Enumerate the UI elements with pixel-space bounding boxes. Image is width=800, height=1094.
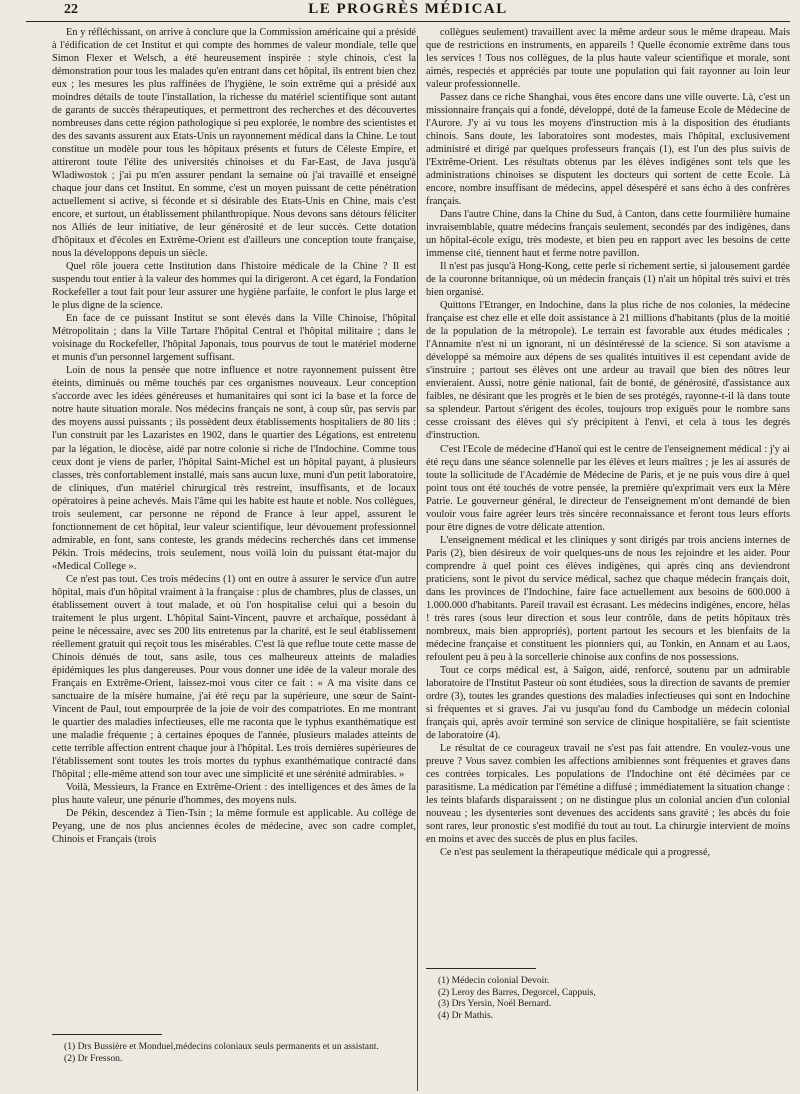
paragraph: En y réfléchissant, on arrive à conclure que la Commission américaine qui a présidé à l'édification de cet Institut et qui compte des hommes de valeur mondiale, telle que Simon Flexer et Welsch, a été heureusement inspirée : style chinois, c'est la démonstration pour tous les malades qu'en entrant dans cet hôpital, ils entrent bien chez eux ; les mesures les plus raffinées de l'hygiène, le soin extrême qui a présidé aux moindres détails de toute l'installation, la richesse du matériel scientifique sont autant de garants de succès thérapeutiques, et permettront des recherches et des découvertes nombreuses dans cette région pathologique si peu explorée, le nombre des scientistes et des des savants assurent aux Etats-Unis un rayonnement médical dans la Chine. Le tout constitue un modèle pour tous les hôpitaux présents et futurs de Céleste Empire, et attireront toute l'élite des universités chinoises et du Far-East, de Java jusqu'à Wladiwostok ; j'ai pu m'en assurer pendant la semaine où j'ai travaillé et enseigné chaque jour dans cet Institut. En somme, c'est un moyen puissant de cette pénétration actuellement si active, si féconde et si désirable des Etats-Unis en Chine, mais c'est encore, et surtout, un établissement philanthropique. Nous devons sans détours féliciter nos Alliés de leur initiative, de leur générosité et de leur succès. Cette dotation d'hôpitaux et d'écoles en Extrême-Orient est d'ailleurs une conception toute française, nous la développons depuis un siècle.: [52, 27, 416, 260]
paragraph: Tout ce corps médical est, à Saïgon, aidé, renforcé, soutenu par un admirable laboratoire de l'Institut Pasteur où sont étudiées, sous la direction de savants de premier ordre (3), toutes les grandes questions des maladies infectieuses qui sont en Indochine si fréquentes et si graves. J'ai vu jusqu'au fond du Cambodge un médecin colonial français qui, après avoir terminé son service de clinique hospitalière, se fait scientiste de laboratoire (4).: [426, 664, 790, 741]
footnote: (2) Dr Fresson.: [64, 1052, 123, 1064]
header-rule: [26, 21, 790, 22]
paragraph: Il n'est pas jusqu'à Hong-Kong, cette perle si richement sertie, si jalousement gardée de la couronne britannique, où un médecin français (1) n'ait un hôpital très suivi et très bien organisé.: [426, 261, 790, 299]
right-column: [426, 26, 790, 859]
footnote: (2) Leroy des Barres, Degorcel, Cappuis,: [438, 986, 596, 998]
paragraph: collègues seulement) travaillent avec la même ardeur sous le même drapeau. Mais que de restrictions en instruments, en appareils ! Quelle économie extrême dans tous les services ! Tous nos collègues, de la plus haute valeur scientifique et morale, sont aimés, respectés et appréciés par toute une population qui fait rayonner au loin leur valeur professionnelle.: [426, 27, 790, 91]
paragraph: L'enseignement médical et les cliniques y sont dirigés par trois anciens internes de Paris (2), bien désireux de voir quelques-uns de nous les rejoindre et les aider. Pour comprendre à quel point ces élèves indigènes, qui après cinq ans deviendront praticiens, sont le pivot du service médical, sachez que chaque médecin français doit, dans les provinces de l'Indochine, faire face actuellement aux besoins de 600.000 à 1.000.000 d'habitants. Pareil travail est écrasant. Les médecins indigènes, encore, hélas ! très rares (sous leur direction et sous leur contrôle, dans de petits hôpitaux très nombreux, mais bien appropriés), portent partout les secours et les bienfaits de la médecine française et constituent les pionniers qui, au Tonkin, en Annam et au Laos, refoulent peu à peu à la sorcellerie chinoise aux confins de nos possessions.: [426, 534, 790, 663]
footnote-rule: [426, 968, 536, 969]
running-title: LE PROGRÈS MÉDICAL: [308, 1, 508, 17]
left-column: [52, 26, 416, 846]
footnote: (1) Médecin colonial Devoir.: [438, 975, 550, 986]
footnotes-right: [426, 968, 788, 1021]
paragraph: Ce n'est pas seulement la thérapeutique médicale qui a progressé,: [440, 846, 711, 858]
paragraph: C'est l'Ecole de médecine d'Hanoï qui est le centre de l'enseignement médical : j'y ai été reçu dans une séance solennelle par les élèves et leurs maîtres ; je les ai assurés de toute la sollicitude de l'Académie de Médecine de Paris, et je ne puis vous dire à quel point tous ont été touchés de votre pensée, la première qu'exprimait vers eux la Mère Patrie. Le gouverneur général, le directeur de l'enseignement m'ont demandé de bien vouloir vous faire agréer leurs très sincère reconnaissance et feront tous leurs efforts pour être dignes de votre délicate attention.: [426, 443, 790, 533]
paragraph: Quel rôle jouera cette Institution dans l'histoire médicale de la Chine ? Il est suspendu tout entier à la valeur des hommes qui la dirigeront. A cet égard, la Fondation Rockefeller a tout fait pour leur assurer une hygiène parfaite, le confort le plus large et le plus digne de la science.: [52, 261, 416, 312]
paragraph: Loin de nous la pensée que notre influence et notre rayonnement puissent être éteints, diminués ou même touchés par ces organismes nouveaux. Leur conception s'accorde avec les idées généreuses et humanitaires qui sont ici la base et la force de notre haute situation morale. Nos médecins français ne sont, à coup sûr, pas servis par des moyens aussi puissants ; ils possèdent deux établissements hospitaliers de 80 lits : l'un construit par les Lazaristes en 1902, dans le quartier des Légations, est entretenu par la légation, le diocèse, aidé par notre colonie si riche de l'Indochine. Comme tous ceux dont je viens de parler, l'hôpital Saint-Michel est un hôpital payant, à plusieurs classes, très confortablement installé, mais sans aucun luxe, muni d'un petit laboratoire, de cliniques, d'un matériel chirurgical très restreint, insuffisants, et de locaux opératoires à peine achevés. Mais l'âme qui les habite est haute et noble. Nos collègues, trois seulement, car personne ne répond de France à leur appel, assurent le fonctionnement de cet hôpital, leur valeur scientifique, leur dévouement professionnel admirable, en font, sans conteste, les grands médecins recherchés dans cet immense Pékin. Trois médecins, trois seulement, nous voilà loin du puissant état-major du «Medical College ».: [52, 365, 416, 572]
footnote: (3) Drs Yersin, Noël Bernard.: [438, 998, 552, 1009]
paragraph: Quittons l'Etranger, en Indochine, dans la plus riche de nos colonies, la médecine française est chez elle et elle doit assistance à 21 millions d'habitants (plus de la moitié de la population de la métropole). Le terrain est favorable aux études médicales ; l'Annamite n'est ni un ignorant, ni un désintéressé de la science. Si son atavisme a développé sa mémoire aux dépens de ses qualités intuitives il est cependant avide de s'instruire ; partout ses élèves ont une ardeur au travail que bien des nôtres leur envieraient. Aussi, notre génie national, fait de bonté, de générosité, d'assistance aux faibles, ne désirant que les progrès et le bien de ses protégés, rayonne-t-il là dans toute sa splendeur. Partout s'érigent des écoles, toujours trop exiguës pour le nombre sans cesse croissant des élèves qui s'y précipitent à l'envi, et cela à tous les degrés d'instruction.: [426, 300, 790, 442]
article-body: [28, 26, 790, 1094]
paragraph: Dans l'autre Chine, dans la Chine du Sud, à Canton, dans cette fourmilière humaine invraisemblable, quatre médecins français seulement, secondés par des indigènes, dans un hôpital-école exigu, très modeste, et bien peu en rapport avec les besoins de cette immense cité, tiennent haut et ferme notre pavillon.: [426, 209, 790, 260]
footnote: (1) Drs Bussière et Monduel,médecins coloniaux seuls permanents et un assistant.: [64, 1041, 379, 1052]
paragraph: En face de ce puissant Institut se sont élevés dans la Ville Chinoise, l'hôpital Métropolitain ; dans la Ville Tartare l'hôpital Central et l'hôpital militaire ; dans le voisinage du Rockefeller, l'hôpital Japonais, tous pourvus de tout le matériel moderne et munis d'un personnel largement suffisant.: [52, 313, 416, 364]
paragraph: Le résultat de ce courageux travail ne s'est pas fait attendre. En voulez-vous une preuve ? Vous savez combien les affections amibiennes sont fréquentes et graves dans ces contrées torpicales. Les populations de l'Indochine ont été décimées par ce parasitisme. La médication par l'émétine a diffusé ; immédiatement la situation change : les teints blafards disparaissent ; on ne distingue plus un colonial ancien d'un colonial nouveau ; les dysenteries sont devenues des accidents sans gravité ; les abcès du foie sont rares, leur pronostic s'est modifié du tout au tout. La chirurgie intervient de moins en moins et avec des succès de plus en plus faciles.: [426, 742, 790, 845]
page-number: 22: [64, 2, 78, 17]
page-header: [26, 0, 790, 22]
footnote: (4) Dr Mathis.: [438, 1009, 494, 1021]
paragraph: Passez dans ce riche Shanghai, vous êtes encore dans une ville ouverte. Là, c'est un missionnaire français qui a fondé, développé, doté de la fameuse Ecole de Médecine de l'Aurore. J'y ai vu tous les moyens d'instruction mis à la disposition des étudiants chinois. Sans doute, les laboratoires sont modestes, mais l'hôpital, exclusivement administré et dirigé par quelques professeurs français (1), est l'un des plus suivis de l'Extrême-Orient. Les résultats obtenus par les élèves indigènes sont tels que les administrations chinoises se disputent les docteurs qui sortent de cette Ecole. Là encore, nombre insuffisant de médecins, appel désespéré et sans écho à des confrères français.: [426, 92, 790, 208]
paragraph: Voilà, Messieurs, la France en Extrême-Orient : des intelligences et des âmes de la plus haute valeur, une pénurie d'hommes, des moyens nuls.: [52, 781, 416, 806]
paragraph: De Pékin, descendez à Tien-Tsin ; la même formule est applicable. Au collège de Peyang, une de nos plus anciennes écoles de médecine, avec son cadre complet, Chinois et Français (trois: [52, 807, 416, 845]
paragraph: Ce n'est pas tout. Ces trois médecins (1) ont en outre à assurer le service d'un autre hôpital, mais d'un hôpital vraiment à la française : plus de chambres, plus de classes, un établissement ouvert à tout malade, et où l'on hospitalise celui qui a besoin du traitement le plus urgent. L'hôpital Saint-Vincent, pauvre et archaïque, possédant à peine le nécessaire, avec ses 200 lits entretenus par la charité, est le seul établissement réellement gratuit qui reçoit tous les misérables. C'est là que reflue toute cette masse de Chinois dénués de tout, sans asile, tous ces malheureux atteints de maladies épidémiques les plus dangereuses. Pour vous donner une idée de la valeur morale des Français en Extrême-Orient, laissez-moi vous citer ce fait : « A ma visite dans ce sanctuaire de la misère humaine, j'ai été reçu par la supérieure, une sœur de Saint-Vincent de Paul, tout empourprée de la joie de voir des compatriotes. En me montrant le quartier des maladies infectieuses, elle me raconta que le typhus exanthématique est une maladie fréquente ; à certaines époques de l'année, plusieurs malades atteints de cette terrible affection entrent chaque jour à l'hôpital. Les trois dernières supérieures de l'établissement sont toutes les trois mortes du typhus exanthématique contracté dans l'hôpital ; elle-même attend son tour avec une simplicité et une sérénité admirables. »: [52, 573, 416, 780]
footnotes-left: [52, 1034, 414, 1064]
footnote-rule: [52, 1034, 162, 1035]
column-divider: [417, 36, 418, 1091]
